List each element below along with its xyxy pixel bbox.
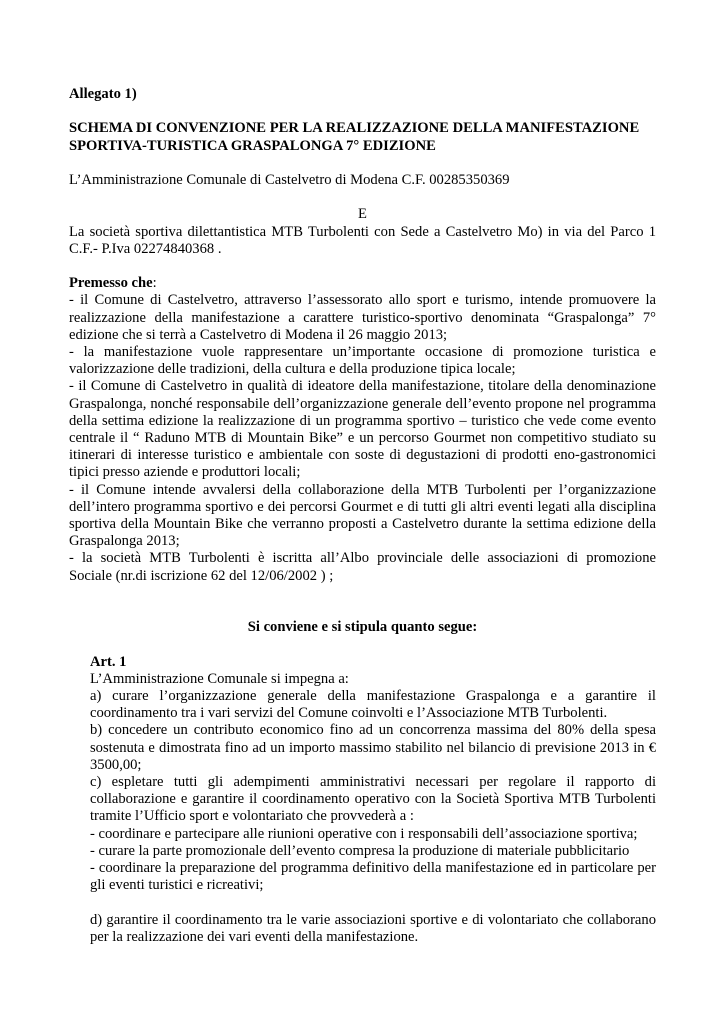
article-1-line: L’Amministrazione Comunale si impegna a: [90, 670, 349, 687]
premesso-line: Sociale (nr.di iscrizione 62 del 12/06/2002 ) ; [69, 567, 334, 584]
title-line: SCHEMA DI CONVENZIONE PER LA REALIZZAZIONE DELLA MANIFESTAZIONE [69, 120, 640, 137]
premesso-line: centrale il “ Raduno MTB di Mountain Bike” e un percorso Gourmet non competitivo studiato su [69, 430, 656, 446]
article-1-line: a) curare l’organizzazione generale della manifestazione Graspalonga e a garantire il [90, 688, 656, 704]
premesso-line: - la società MTB Turbolenti è iscritta all’Albo provinciale delle associazioni di promozione [69, 550, 656, 567]
premesso-body [69, 292, 656, 584]
premesso-heading [69, 275, 656, 292]
premesso-line: Graspalonga, nonché responsabile dell’organizzazione generale dell’evento propone nel programma [69, 395, 656, 412]
premesso-line: dell’intero programma sportivo e dei percorsi Gourmet e di tutti gli altri eventi legati alla disciplina [69, 498, 656, 515]
spacer [69, 636, 656, 653]
article-1-line: coordinamento tra i vari servizi del Comune coinvolti e l’Associazione MTB Turbolenti. [90, 705, 608, 722]
premesso-line: - il Comune di Castelvetro, attraverso l’assessorato allo sport e turismo, intende promuovere la [69, 292, 656, 309]
document-page [69, 86, 656, 946]
article-1-line: collaborazione e garantire il coordinamento operativo con la Società Sportiva MTB Turbolenti [90, 791, 656, 808]
party-two [69, 224, 656, 258]
premesso-line: edizione che si terrà a Castelvetro di Modena il 26 maggio 2013; [69, 326, 448, 343]
premesso-line: - il Comune intende avvalersi della collaborazione della MTB Turbolenti per l’organizzazione [69, 481, 656, 498]
article-1-body [90, 671, 656, 895]
premesso-line: realizzazione della manifestazione a carattere turistico-sportivo denominata “Graspalonga” 7° [69, 309, 656, 326]
party-two-line: C.F.- P.Iva 02274840368 . [69, 240, 222, 257]
article-1-line: - coordinare la preparazione del programma definitivo della manifestazione ed in particolare per [90, 860, 656, 877]
annex-label: Allegato 1) [69, 86, 137, 102]
article-1-line: - coordinare e partecipare alle riunioni operative con i responsabili dell’associazione sportiva; [90, 825, 638, 842]
premesso-line: Graspalonga 2013; [69, 533, 180, 550]
title-line: SPORTIVA-TURISTICA GRASPALONGA 7° EDIZIONE [69, 137, 436, 154]
premesso-line: della settima edizione la realizzazione di un programma sportivo – turistico che vede come evento [69, 412, 656, 429]
article-1-line: c) espletare tutti gli adempimenti amministrativi necessari per regolare il rapporto di [90, 774, 656, 791]
premesso-line: valorizzazione delle tradizioni, della cultura e della produzione tipica locale; [69, 361, 516, 378]
premesso-label: Premesso che [69, 275, 153, 292]
article-1-line: tramite l’Ufficio sport e volontariato che provvederà a : [90, 808, 414, 825]
spacer [69, 189, 656, 206]
article-1 [69, 654, 656, 946]
article-1-line: 3500,00; [90, 756, 142, 773]
spacer [69, 585, 656, 602]
premesso-line: - il Comune di Castelvetro in qualità di ideatore della manifestazione, titolare della denominazione [69, 378, 656, 395]
premesso-line: - la manifestazione vuole rappresentare un’importante occasione di promozione turistica e [69, 343, 656, 360]
party-two-line: La società sportiva dilettantistica MTB Turbolenti con Sede a Castelvetro Mo) in via del Parco 1 [69, 223, 656, 240]
document-title [69, 120, 656, 154]
article-1-line: sostenuta e dimostrata fino ad un importo massimo stabilito nel bilancio di previsione 2013 in € [90, 739, 656, 756]
stipula-heading: Si conviene e si stipula quanto segue: [247, 619, 478, 636]
article-1-item-d [90, 912, 656, 946]
spacer [69, 258, 656, 275]
spacer [69, 103, 656, 120]
article-1-line: gli eventi turistici e ricreativi; [90, 877, 264, 894]
spacer [69, 155, 656, 172]
premesso-colon: : [152, 275, 157, 292]
spacer [90, 894, 656, 911]
premesso-line: itinerari di interesse turistico e ambientale con soste di degustazioni di prodotti eno-gastronomici [69, 447, 656, 464]
article-1-line: b) concedere un contributo economico fino ad un concorrenza massima del 80% della spesa [90, 722, 656, 739]
article-1-d-line: per la realizzazione dei vari eventi della manifestazione. [90, 928, 419, 945]
article-1-line: - curare la parte promozionale dell’evento compresa la produzione di materiale pubblicitario [90, 842, 630, 859]
article-1-title: Art. 1 [90, 653, 127, 670]
article-1-d-line: d) garantire il coordinamento tra le varie associazioni sportive e di volontariato che collaborano [90, 911, 656, 928]
premesso-line: sportiva della Mountain Bike che verranno proposti a Castelvetro durante la settima edizione della [69, 516, 656, 533]
spacer [69, 602, 656, 619]
party-one: L’Amministrazione Comunale di Castelvetro di Modena C.F. 00285350369 [69, 171, 510, 188]
premesso-line: tipici presso aziende e produttori locali; [69, 464, 301, 481]
conjunction: E [358, 206, 367, 223]
